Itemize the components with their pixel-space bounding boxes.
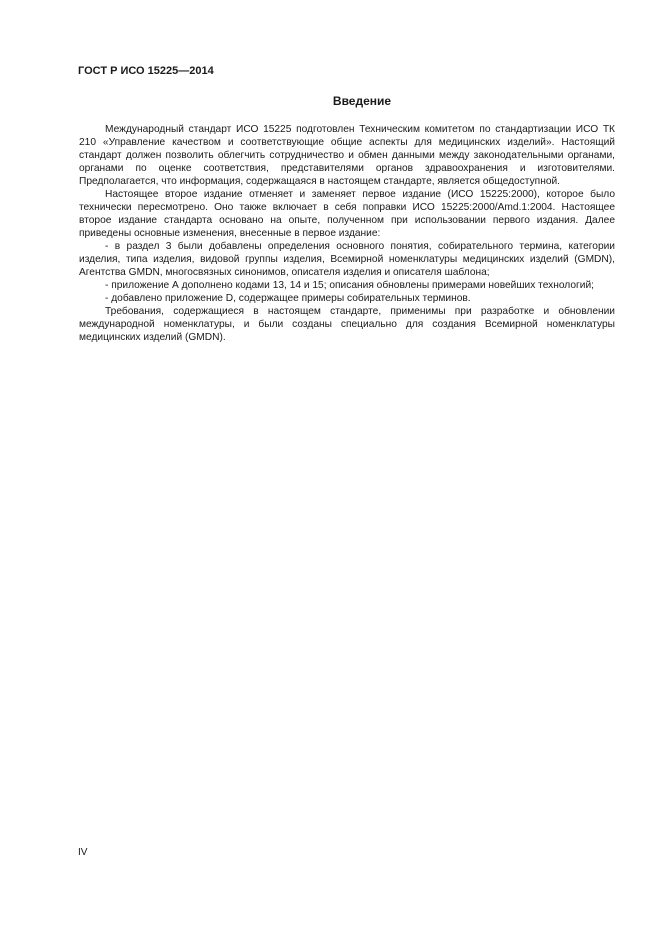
list-item-change-3: - добавлено приложение D, содержащее примеры собирательных терминов. <box>105 293 471 304</box>
page-number: IV <box>78 847 88 858</box>
section-title: Введение <box>332 94 392 108</box>
body-text <box>79 123 615 344</box>
paragraph-requirements: Требования, содержащиеся в настоящем стандарте, применимы при разработке и обновлении международной номенклатуры, и были созданы специально для создания Всемирной номенклатуры медицинских изделий (GMDN). <box>79 306 615 343</box>
list-item-change-2: - приложение А дополнено кодами 13, 14 и 15; описания обновлены примерами новейших технологий; <box>105 280 594 291</box>
paragraph-edition: Настоящее второе издание отменяет и заменяет первое издание (ИСО 15225:2000), которое было технически пересмотрено. Оно также включает в себя поправки ИСО 15225:2000/Amd.1:2004. Настоящее второе издание стандарта основано на опыте, полученном при использовании первого издания. Далее приведены основные изменения, внесенные в первое издание: <box>79 189 615 239</box>
document-header: ГОСТ Р ИСО 15225—2014 <box>78 65 214 77</box>
list-item-change-1: - в раздел 3 были добавлены определения основного понятия, собирательного термина, категории изделия, типа изделия, видовой группы изделия, Всемирной номенклатуры медицинских изделий (GMDN), Агентства GMDN, многосвязных синонимов, описателя изделия и описателя шаблона; <box>79 241 615 278</box>
paragraph-intro: Международный стандарт ИСО 15225 подготовлен Техническим комитетом по стандартизации ИСО ТК 210 «Управление качеством и соответствующие общие аспекты для медицинских изделий». Настоящий стандарт должен позволить облегчить сотрудничество и обмен данными между законодательными органами, органами по оценке соответствия, представителями органов здравоохранения и изготовителями. Предполагается, что информация, содержащаяся в настоящем стандарте, является общедоступной. <box>79 124 615 187</box>
